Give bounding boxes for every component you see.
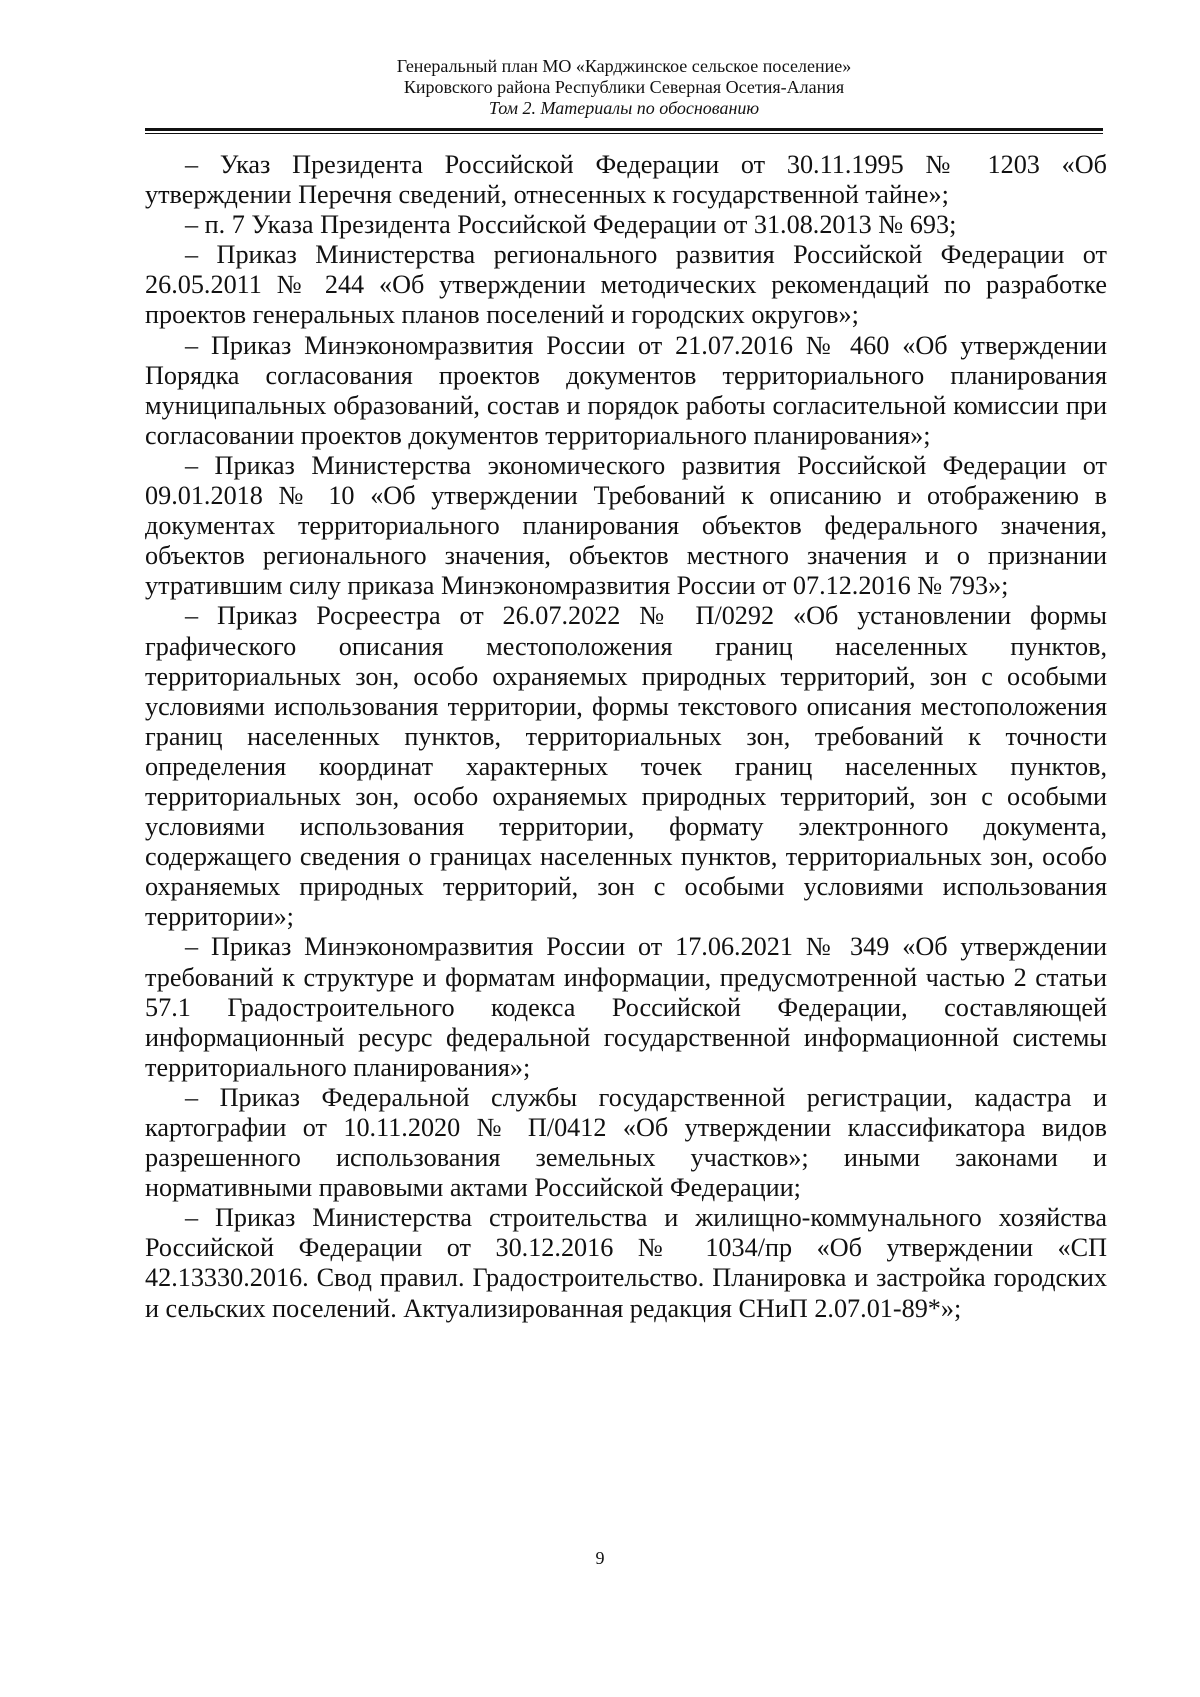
list-item: – Приказ Минэкономразвития России от 17.06.2021 № 349 «Об утверждении требований к структуре и форматам информации, предусмотренной частью 2 статьи 57.1 Градостроительного кодекса Российской Федерации, составляющей информационный ресурс федеральной государственной информационной системы территориального планирования»; bbox=[145, 932, 1107, 1082]
document-header bbox=[145, 56, 1103, 119]
list-item: – Приказ Министерства регионального развития Российской Федерации от 26.05.2011 № 244 «Об утверждении методических рекомендаций по разработке проектов генеральных планов поселений и городских округов»; bbox=[145, 240, 1107, 330]
list-item: – Указ Президента Российской Федерации от 30.11.1995 № 1203 «Об утверждении Перечня сведений, отнесенных к государственной тайне»; bbox=[145, 150, 1107, 210]
header-title-line: Генеральный план МО «Карджинское сельское поселение» bbox=[396, 56, 852, 76]
document-body bbox=[145, 150, 1107, 1324]
list-item: – Приказ Росреестра от 26.07.2022 № П/0292 «Об установлении формы графического описания местоположения границ населенных пунктов, территориальных зон, особо охраняемых природных территорий, зон с особыми условиями использования территории, формы текстового описания местоположения границ населенных пунктов, территориальных зон, требований к точности определения координат характерных точек границ населенных пунктов, территориальных зон, особо охраняемых природных территорий, зон с особыми условиями использования территории, формату электронного документа, содержащего сведения о границах населенных пунктов, территориальных зон, особо охраняемых природных территорий, зон с особыми условиями использования территории»; bbox=[145, 601, 1107, 932]
list-item: – Приказ Министерства строительства и жилищно-коммунального хозяйства Российской Федерации от 30.12.2016 № 1034/пр «Об утверждении «СП 42.13330.2016. Свод правил. Градостроительство. Планировка и застройка городских и сельских поселений. Актуализированная редакция СНиП 2.07.01-89*»; bbox=[145, 1203, 1107, 1323]
list-item: – Приказ Минэкономразвития России от 21.07.2016 № 460 «Об утверждении Порядка согласования проектов документов территориального планирования муниципальных образований, состав и порядок работы согласительной комиссии при согласовании проектов документов территориального планирования»; bbox=[145, 330, 1107, 450]
page-number: 9 bbox=[595, 1548, 605, 1568]
header-volume-line: Том 2. Материалы по обоснованию bbox=[488, 98, 760, 118]
list-item: – Приказ Министерства экономического развития Российской Федерации от 09.01.2018 № 10 «Об утверждении Требований к описанию и отображению в документах территориального планирования объектов федерального значения, объектов регионального значения, объектов местного значения и о признании утратившим силу приказа Минэкономразвития России от 07.12.2016 № 793»; bbox=[145, 450, 1107, 601]
list-item: – Приказ Федеральной службы государственной регистрации, кадастра и картографии от 10.11.2020 № П/0412 «Об утверждении классификатора видов разрешенного использования земельных участков»; иными законами и нормативными правовыми актами Российской Федерации; bbox=[145, 1082, 1107, 1203]
header-divider bbox=[145, 128, 1103, 134]
list-item: – п. 7 Указа Президента Российской Федерации от 31.08.2013 № 693; bbox=[185, 210, 957, 240]
header-region-line: Кировского района Республики Северная Осетия-Алания bbox=[403, 77, 845, 97]
